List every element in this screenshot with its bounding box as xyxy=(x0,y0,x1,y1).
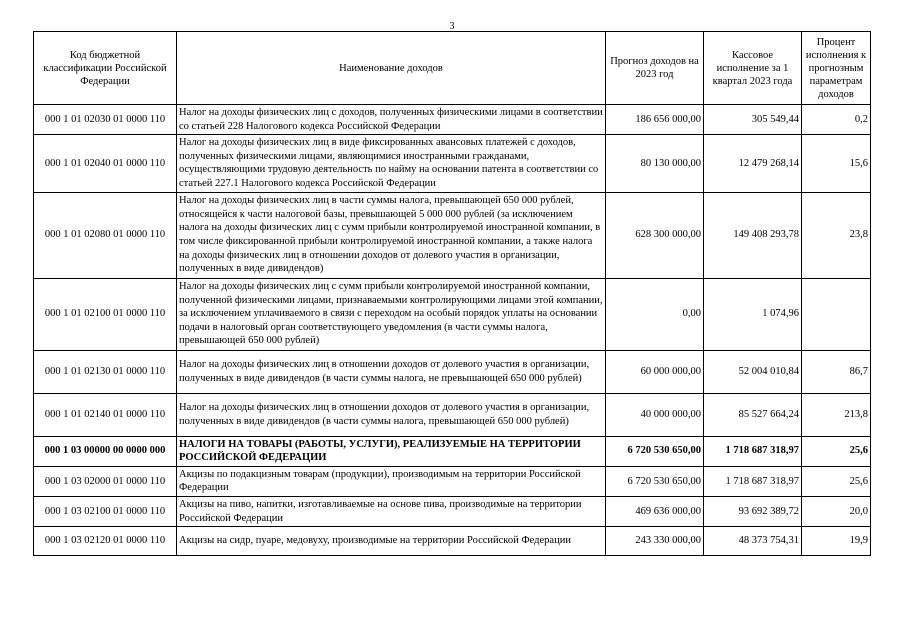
cell-code: 000 1 03 02100 01 0000 110 xyxy=(34,496,177,526)
header-percent: Процент исполнения к прогнозным параметрам доходов xyxy=(802,32,871,105)
cell-forecast: 80 130 000,00 xyxy=(606,135,704,192)
table-body xyxy=(34,105,871,556)
table-row xyxy=(34,350,871,393)
cell-name: Акцизы на пиво, напитки, изготавливаемые на основе пива, производимые на территории Российской Федерации xyxy=(177,496,606,526)
cell-name: Налог на доходы физических лиц в части суммы налога, превышающей 650 000 рублей, относящейся к части налоговой базы, превышающей 5 000 000 рублей (за исключением налога на доходы физических лиц с сумм прибыли контролируемой иностранной компании, в том числе фиксированной прибыли контролируемой иностранной компании, а также налога на доходы физических лиц в отношении доходов от долевого участия в организации, полученных в виде дивидендов) xyxy=(177,192,606,278)
cell-percent xyxy=(802,278,871,350)
cell-execution: 93 692 389,72 xyxy=(704,496,802,526)
cell-forecast: 0,00 xyxy=(606,278,704,350)
cell-forecast: 469 636 000,00 xyxy=(606,496,704,526)
cell-code: 000 1 03 00000 00 0000 000 xyxy=(34,436,177,466)
cell-percent: 25,6 xyxy=(802,436,871,466)
cell-execution: 52 004 010,84 xyxy=(704,350,802,393)
page-number: 3 xyxy=(449,21,455,32)
cell-percent: 213,8 xyxy=(802,393,871,436)
cell-forecast: 60 000 000,00 xyxy=(606,350,704,393)
cell-name: Налог на доходы физических лиц с сумм прибыли контролируемой иностранной компании, полученной физическими лицами, признаваемыми контролирующими лицами этой компании, за исключением уплачиваемого в связи с переходом на особый порядок уплаты на основании подачи в налоговый орган соответствующего уведомления (в части суммы налога, превышающей 650 000 рублей) xyxy=(177,278,606,350)
cell-name: Акцизы на сидр, пуаре, медовуху, производимые на территории Российской Федерации xyxy=(177,527,606,556)
cell-code: 000 1 01 02080 01 0000 110 xyxy=(34,192,177,278)
table-row xyxy=(34,466,871,496)
cell-code: 000 1 01 02140 01 0000 110 xyxy=(34,393,177,436)
cell-code: 000 1 03 02000 01 0000 110 xyxy=(34,466,177,496)
table-row xyxy=(34,496,871,526)
cell-execution: 305 549,44 xyxy=(704,105,802,135)
cell-execution: 1 718 687 318,97 xyxy=(704,436,802,466)
cell-execution: 12 479 268,14 xyxy=(704,135,802,192)
cell-forecast: 6 720 530 650,00 xyxy=(606,436,704,466)
cell-execution: 1 718 687 318,97 xyxy=(704,466,802,496)
cell-percent: 0,2 xyxy=(802,105,871,135)
cell-code: 000 1 03 02120 01 0000 110 xyxy=(34,527,177,556)
revenue-table xyxy=(33,31,871,556)
cell-execution: 48 373 754,31 xyxy=(704,527,802,556)
header-execution: Кассовое исполнение за 1 квартал 2023 года xyxy=(704,32,802,105)
table-row xyxy=(34,278,871,350)
table-header xyxy=(34,32,871,105)
header-name: Наименование доходов xyxy=(177,32,606,105)
cell-execution: 149 408 293,78 xyxy=(704,192,802,278)
header-code: Код бюджетной классификации Российской Федерации xyxy=(34,32,177,105)
cell-percent: 86,7 xyxy=(802,350,871,393)
cell-percent: 15,6 xyxy=(802,135,871,192)
cell-name: Налог на доходы физических лиц в виде фиксированных авансовых платежей с доходов, полученных физическими лицами, являющимися иностранными гражданами, осуществляющими трудовую деятельность по найму на основании патента в соответствии со статьей 227.1 Налогового кодекса Российской Федерации xyxy=(177,135,606,192)
cell-forecast: 186 656 000,00 xyxy=(606,105,704,135)
table-row xyxy=(34,105,871,135)
cell-forecast: 243 330 000,00 xyxy=(606,527,704,556)
cell-name: Налог на доходы физических лиц в отношении доходов от долевого участия в организации, полученных в виде дивидендов (в части суммы налога, не превышающей 650 000 рублей) xyxy=(177,350,606,393)
cell-name: Налог на доходы физических лиц в отношении доходов от долевого участия в организации, полученных в виде дивидендов (в части суммы налога, превышающей 650 000 рублей) xyxy=(177,393,606,436)
cell-execution: 85 527 664,24 xyxy=(704,393,802,436)
cell-forecast: 40 000 000,00 xyxy=(606,393,704,436)
table-row xyxy=(34,192,871,278)
header-forecast: Прогноз доходов на 2023 год xyxy=(606,32,704,105)
cell-code: 000 1 01 02040 01 0000 110 xyxy=(34,135,177,192)
cell-code: 000 1 01 02100 01 0000 110 xyxy=(34,278,177,350)
table-row xyxy=(34,436,871,466)
cell-name: Акцизы по подакцизным товарам (продукции), производимым на территории Российской Федерации xyxy=(177,466,606,496)
cell-forecast: 6 720 530 650,00 xyxy=(606,466,704,496)
table-row xyxy=(34,393,871,436)
cell-percent: 25,6 xyxy=(802,466,871,496)
cell-percent: 23,8 xyxy=(802,192,871,278)
cell-percent: 20,0 xyxy=(802,496,871,526)
cell-code: 000 1 01 02130 01 0000 110 xyxy=(34,350,177,393)
cell-name: НАЛОГИ НА ТОВАРЫ (РАБОТЫ, УСЛУГИ), РЕАЛИЗУЕМЫЕ НА ТЕРРИТОРИИ РОССИЙСКОЙ ФЕДЕРАЦИИ xyxy=(177,436,606,466)
cell-forecast: 628 300 000,00 xyxy=(606,192,704,278)
cell-percent: 19,9 xyxy=(802,527,871,556)
cell-name: Налог на доходы физических лиц с доходов, полученных физическими лицами в соответствии со статьей 228 Налогового кодекса Российской Федерации xyxy=(177,105,606,135)
table-row xyxy=(34,135,871,192)
cell-execution: 1 074,96 xyxy=(704,278,802,350)
table-row xyxy=(34,527,871,556)
cell-code: 000 1 01 02030 01 0000 110 xyxy=(34,105,177,135)
